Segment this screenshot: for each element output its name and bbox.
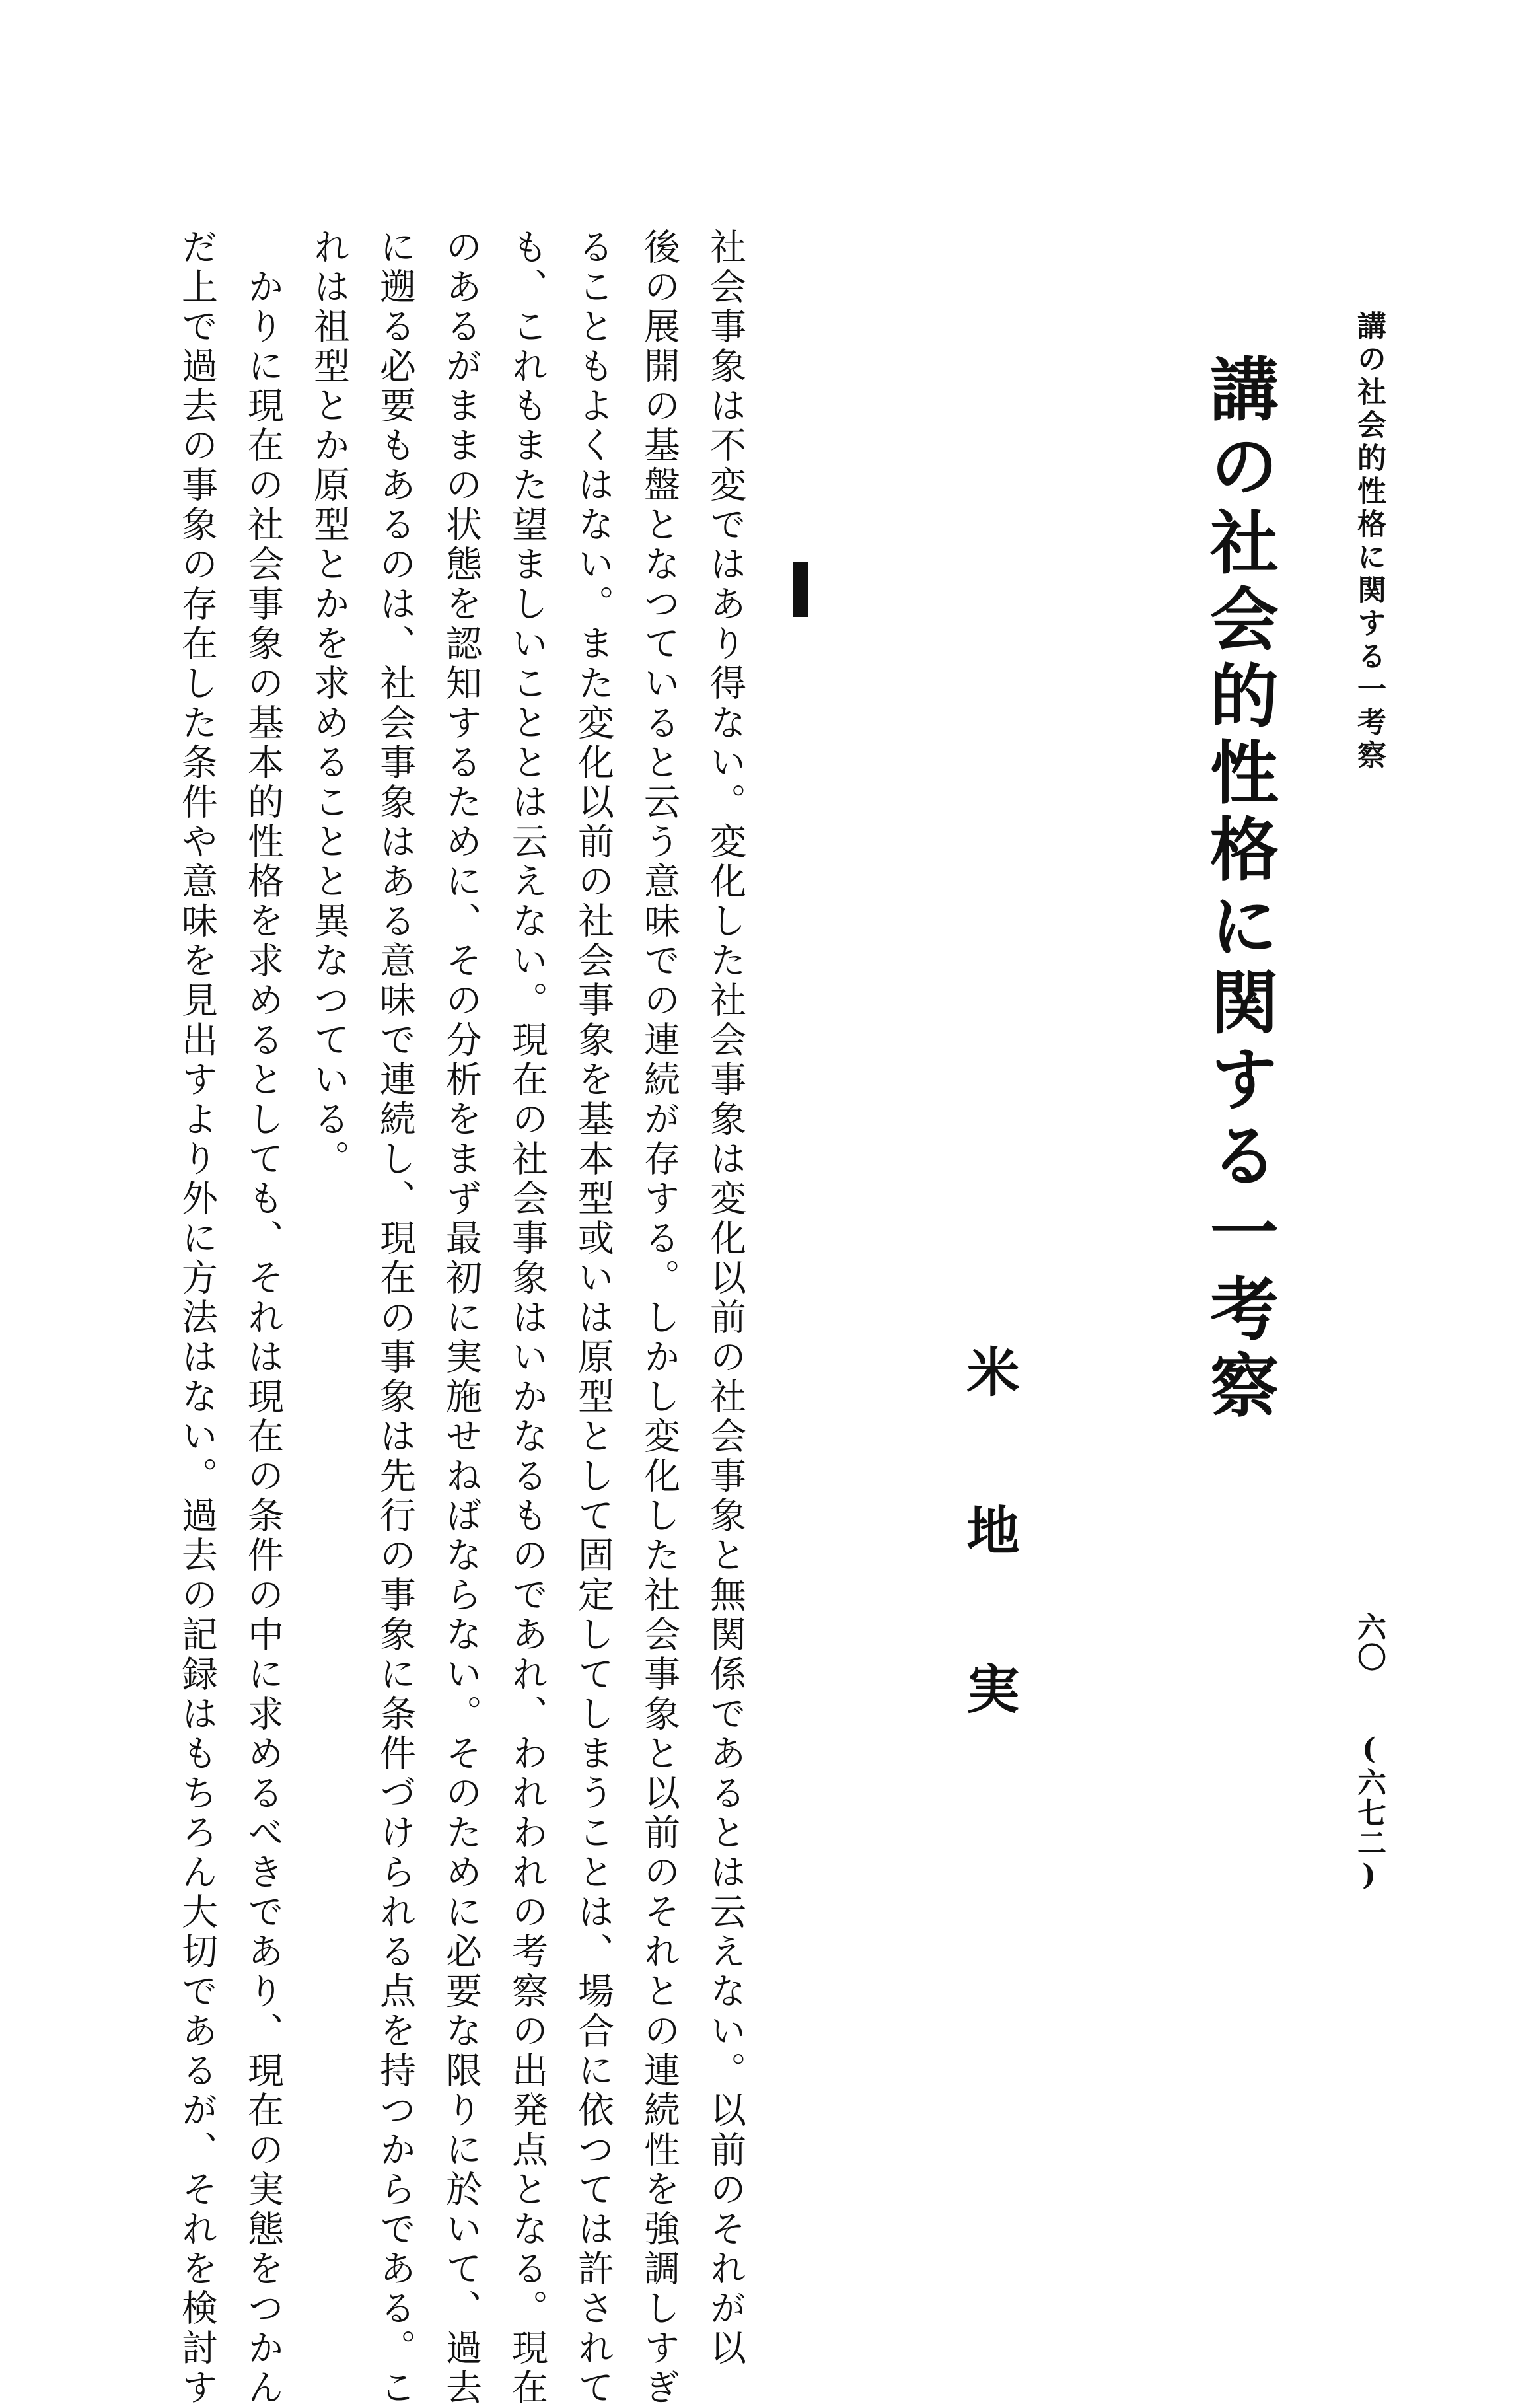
body-line: れは祖型とか原型とかを求めることと異なつている。 (308, 228, 350, 1179)
page-number-current: 六〇 (1352, 1612, 1386, 1673)
body-line: 後の展開の基盤となつていると云う意味での連続が存する。しかし変化した社会事象と以前のそれとの連続性を強調しすぎ (638, 228, 680, 2408)
running-head: 講の社会的性格に関する一考察 (1352, 310, 1386, 773)
body-line: も、これもまた望ましいこととは云えない。現在の社会事象はいかなるものであれ、われわれの考察の出発点となる。現在 (506, 228, 548, 2408)
page-number (1347, 1612, 1390, 1893)
body-line: 社会事象は不変ではあり得ない。変化した社会事象は変化以前の社会事象と無関係であるとは云えない。以前のそれが以 (704, 228, 746, 2368)
author-name: 米地実 (958, 1344, 1020, 1820)
body-line: かりに現在の社会事象の基本的性格を求めるとしても、それは現在の条件の中に求めるべきであり、現在の実態をつかん (242, 268, 284, 2408)
body-line: に遡る必要もあるのは、社会事象はある意味で連続し、現在の事象は先行の事象に条件づけられる点を持つからである。こ (374, 228, 416, 2408)
body-line: ることもよくはない。また変化以前の社会事象を基本型或いは原型として固定してしまうことは、場合に依つては許されて (572, 228, 614, 2408)
section-number-marker (793, 562, 808, 617)
article-title: 講の社会的性格に関する一考察 (1198, 353, 1279, 1426)
body-line: のあるがままの状態を認知するために、その分析をまず最初に実施せねばならない。そのために必要な限りに於いて、過去 (440, 228, 482, 2408)
body-line: だ上で過去の事象の存在した条件や意味を見出すより外に方法はない。過去の記録はもちろん大切であるが、それを検討す (176, 228, 218, 2408)
page-number-original: (六七二) (1352, 1732, 1386, 1893)
